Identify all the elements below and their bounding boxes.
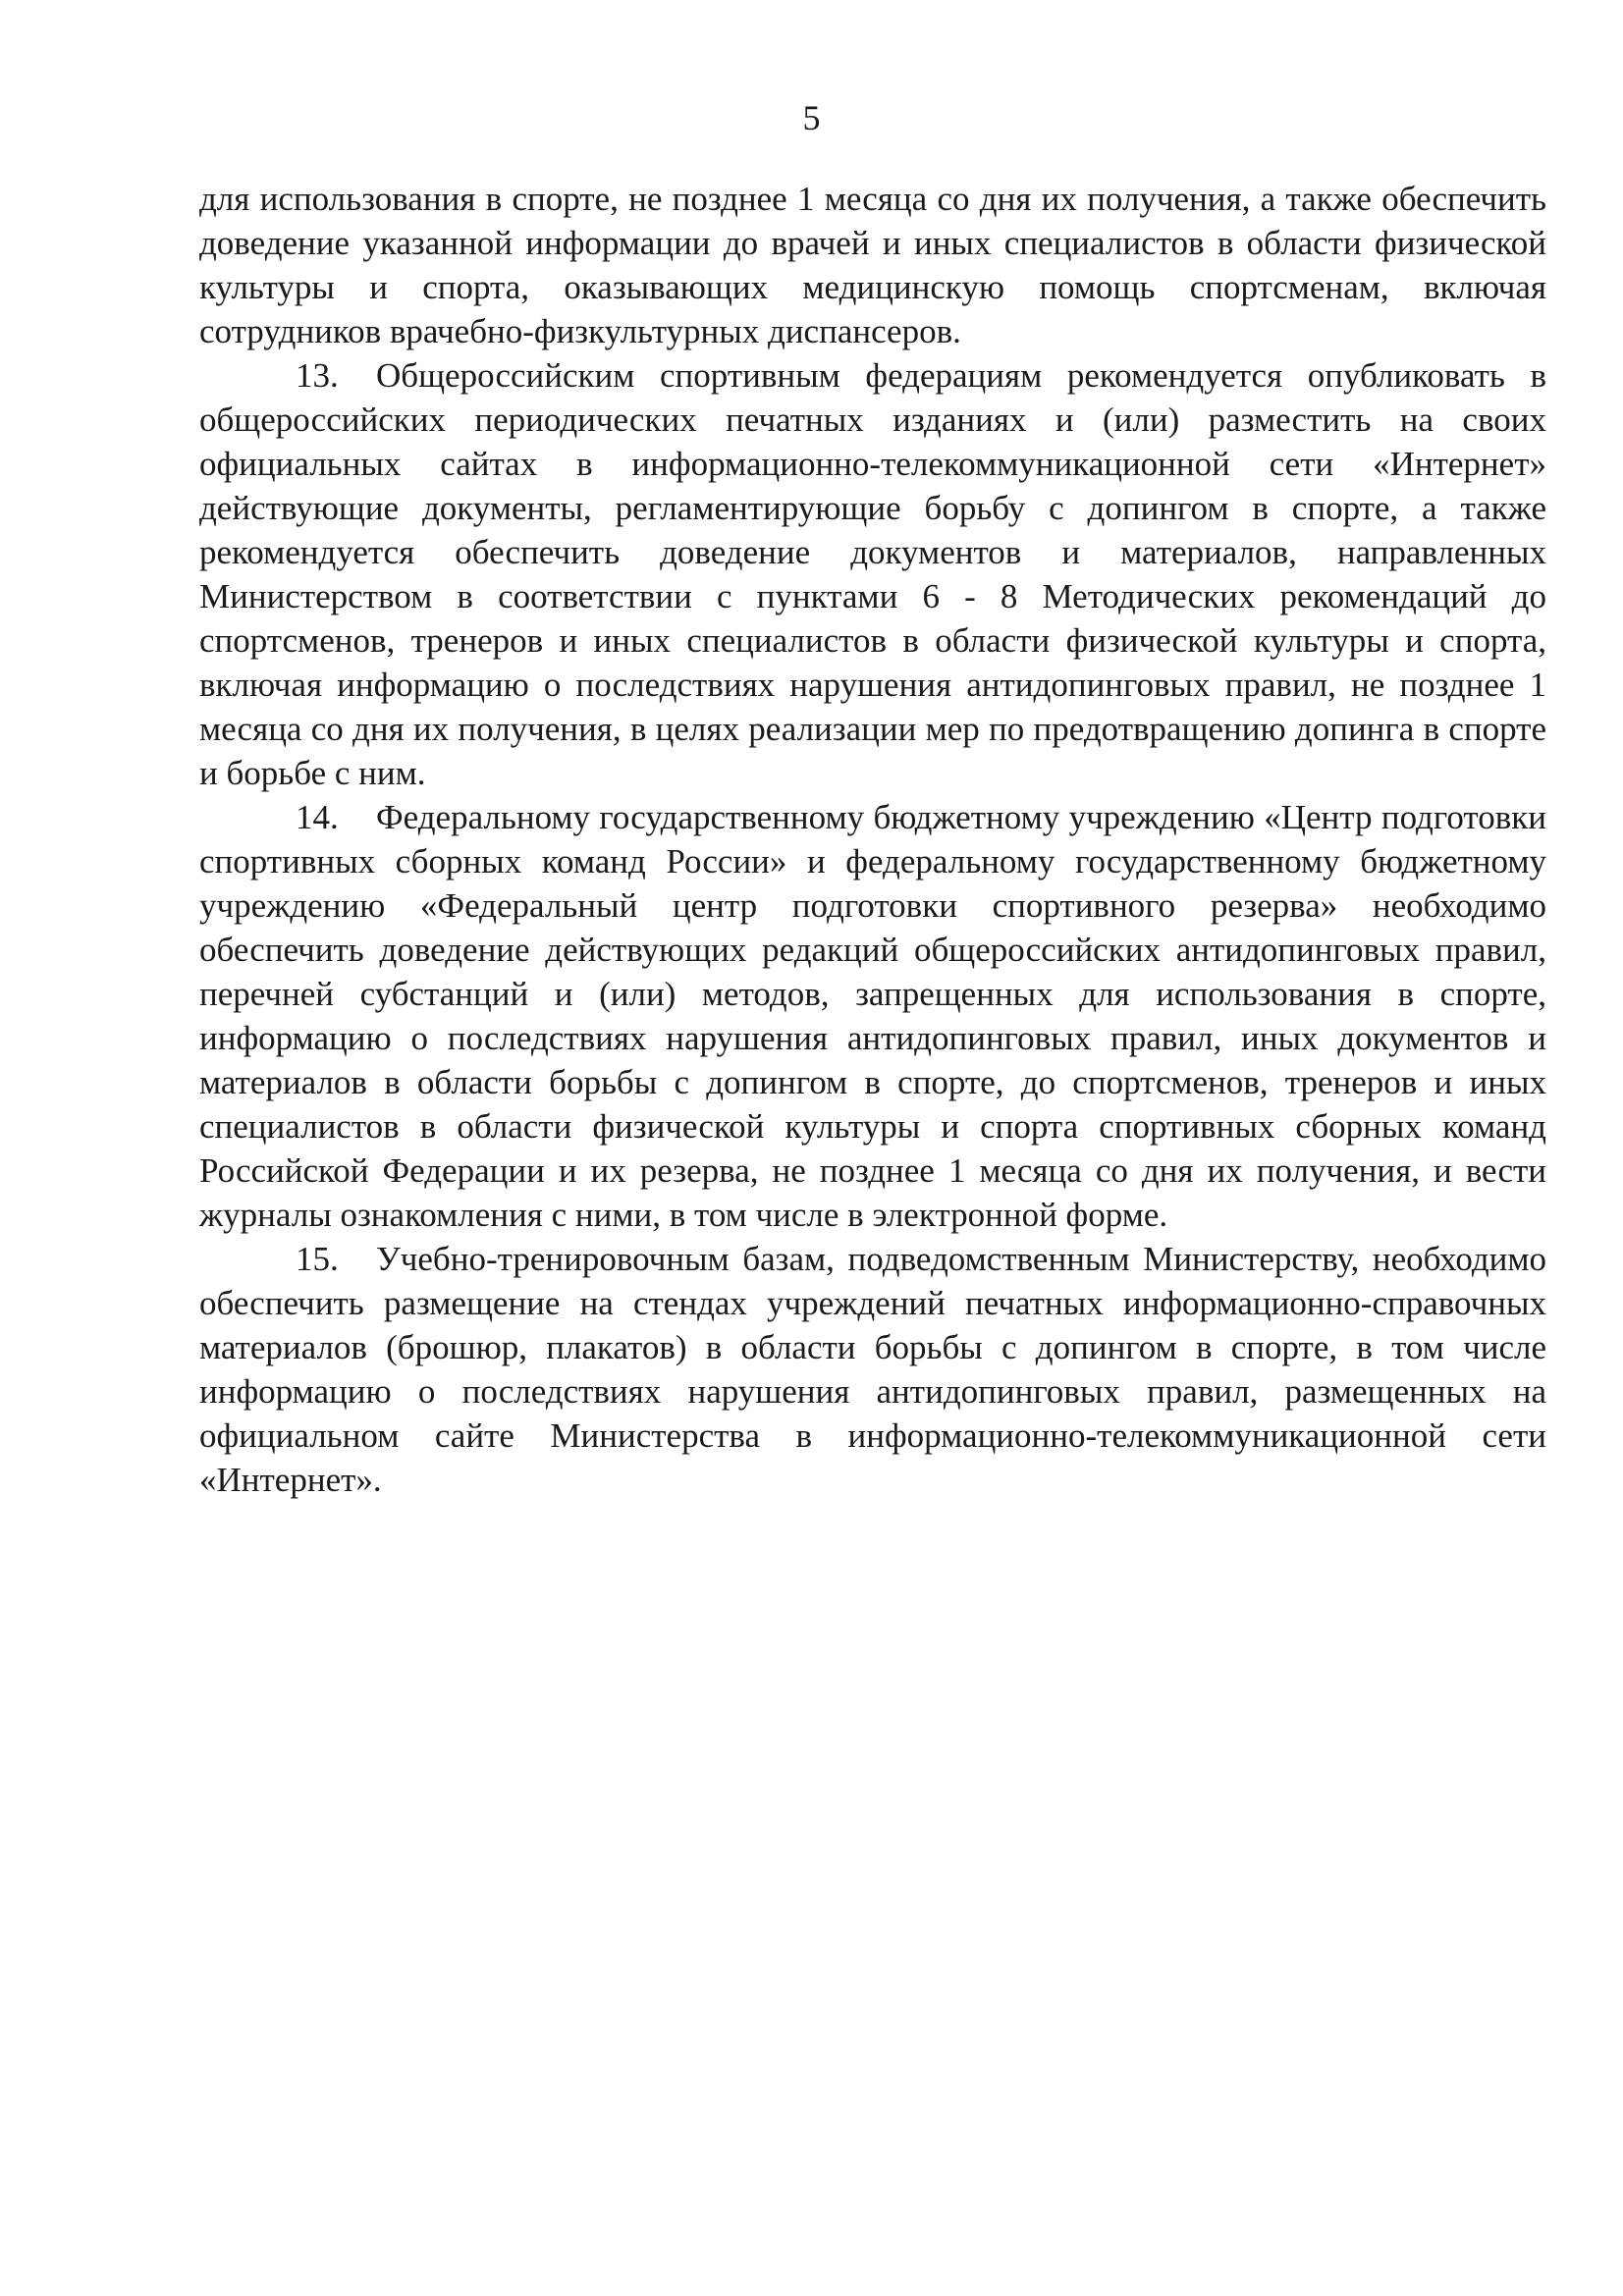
paragraph-text: Общероссийским спортивным федерациям рекомендуется опубликовать в общероссийских периодических печатных изданиях и (или) разместить на своих официальных сайтах в информационно-телекоммуникационной сети «Интернет» действующие документы, регламентирующие борьбу с допингом в спорте, а также рекомендуется обеспечить доведение документов и материалов, направленных Министерством в соответствии с пунктами 6 - 8 Методических рекомендаций до спортсменов, тренеров и иных специалистов в области физической культуры и спорта, включая информацию о последствиях нарушения антидопинговых правил, не позднее 1 месяца со дня их получения, в целях реализации мер по предотвращению допинга в спорте и борьбе с ним. (199, 356, 1546, 792)
paragraph-15 (199, 1237, 1546, 1502)
paragraph-number: 14. (296, 798, 339, 836)
page-number: 5 (802, 98, 821, 137)
paragraph-number: 13. (296, 356, 339, 395)
paragraph-number: 15. (296, 1240, 339, 1278)
paragraph-14 (199, 795, 1546, 1237)
paragraph-13 (199, 353, 1546, 795)
document-body (199, 177, 1546, 1502)
paragraph-text: Учебно-тренировочным базам, подведомственным Министерству, необходимо обеспечить размещение на стендах учреждений печатных информационно-справочных материалов (брошюр, плакатов) в области борьбы с допингом в спорте, в том числе информацию о последствиях нарушения антидопинговых правил, размещенных на официальном сайте Министерства в информационно-телекоммуникационной сети «Интернет». (199, 1240, 1546, 1499)
paragraph-text: для использования в спорте, не позднее 1 месяца со дня их получения, а также обеспечить доведение указанной информации до врачей и иных специалистов в области физической культуры и спорта, оказывающих медицинскую помощь спортсменам, включая сотрудников врачебно-физкультурных диспансеров. (199, 180, 1546, 350)
paragraph-continuation (199, 177, 1546, 353)
paragraph-text: Федеральному государственному бюджетному учреждению «Центр подготовки спортивных сборных команд России» и федеральному государственному бюджетному учреждению «Федеральный центр подготовки спортивного резерва» необходимо обеспечить доведение действующих редакций общероссийских антидопинговых правил, перечней субстанций и (или) методов, запрещенных для использования в спорте, информацию о последствиях нарушения антидопинговых правил, иных документов и материалов в области борьбы с допингом в спорте, до спортсменов, тренеров и иных специалистов в области физической культуры и спорта спортивных сборных команд Российской Федерации и их резерва, не позднее 1 месяца со дня их получения, и вести журналы ознакомления с ними, в том числе в электронной форме. (199, 798, 1546, 1234)
